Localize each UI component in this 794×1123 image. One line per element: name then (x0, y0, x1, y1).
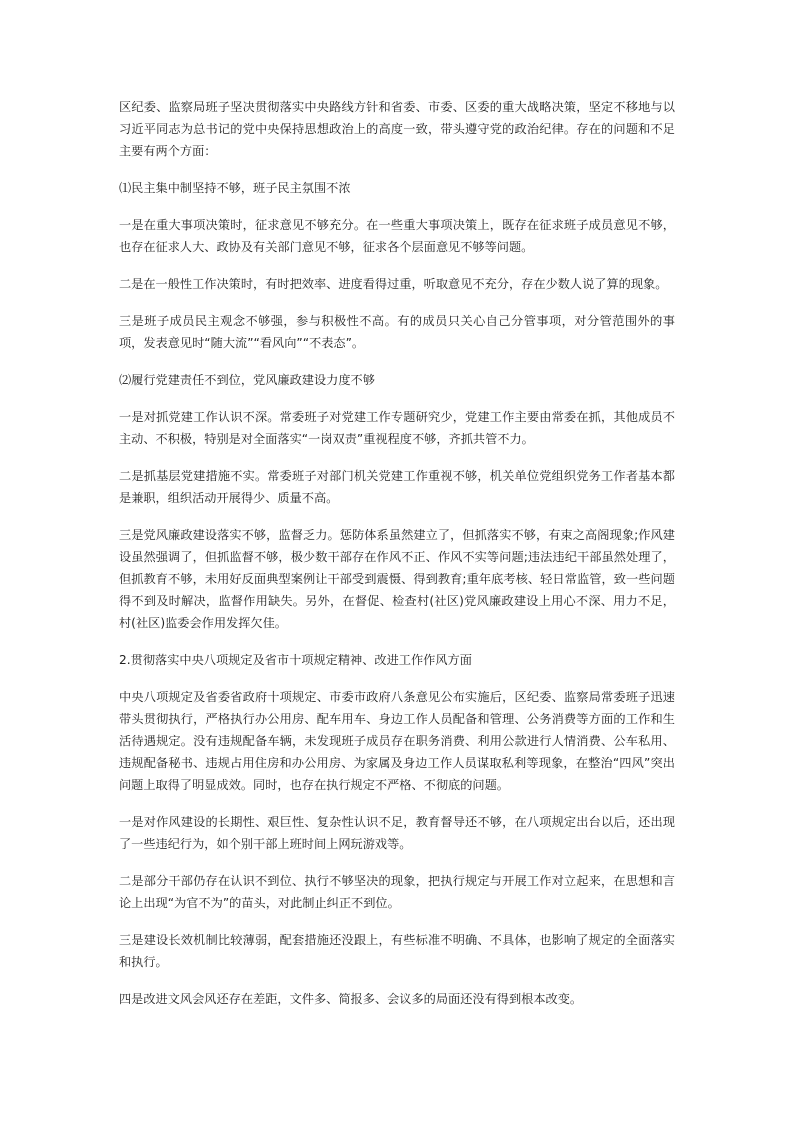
section-heading-party-building: ⑵履行党建责任不到位，党风廉政建设力度不够 (119, 373, 375, 387)
body-paragraph: 一是在重大事项决策时，征求意见不够充分。在一些重大事项决策上，既存在征求班子成员意见不够，也存在征求人大、政协及有关部门意见不够，征求各个层面意见不够等问题。 (119, 218, 675, 254)
section-heading-democratic-centralism: ⑴民主集中制坚持不够，班子民主氛围不浓 (119, 181, 351, 195)
body-paragraph: 二是部分干部仍存在认识不到位、执行不够坚决的现象，把执行规定与开展工作对立起来，在思想和言论上出现“为官不为”的苗头，对此制止纠正不到位。 (119, 874, 675, 910)
body-paragraph: 四是改进文风会风还存在差距，文件多、简报多、会议多的局面还没有得到根本改变。 (119, 992, 583, 1006)
body-paragraph: 一是对抓党建工作认识不深。常委班子对党建工作专题研究少，党建工作主要由常委在抓，其他成员不主动、不积极，特别是对全面落实“一岗双责”重视程度不够，齐抓共管不力。 (119, 410, 675, 446)
body-paragraph: 三是建设长效机制比较薄弱，配套措施还没跟上，有些标准不明确、不具体，也影响了规定的全面落实和执行。 (119, 933, 675, 969)
body-paragraph: 二是在一般性工作决策时，有时把效率、进度看得过重，听取意见不充分，存在少数人说了算的现象。 (119, 277, 668, 291)
document-page (119, 96, 675, 1025)
body-paragraph: 一是对作风建设的长期性、艰巨性、复杂性认识不足，教育督导还不够，在八项规定出台以后，还出现了一些违纪行为，如个别干部上班时间上网玩游戏等。 (119, 815, 675, 851)
body-paragraph: 中央八项规定及省委省政府十项规定、市委市政府八条意见公布实施后，区纪委、监察局常委班子迅速带头贯彻执行，严格执行办公用房、配车用车、身边工作人员配备和管理、公务消费等方面的工作和生活待遇规定。没有违规配备车辆，未发现班子成员存在职务消费、利用公款进行人情消费、公车私用、违规配备秘书、违规占用住房和办公用房、为家属及身边工作人员谋取私利等现象，在整治“四风”突出问题上取得了明显成效。同时，也存在执行规定不严格、不彻底的问题。 (119, 690, 675, 792)
body-paragraph: 二是抓基层党建措施不实。常委班子对部门机关党建工作重视不够，机关单位党组织党务工作者基本都是兼职，组织活动开展得少、质量不高。 (119, 469, 675, 505)
intro-paragraph: 区纪委、监察局班子坚决贯彻落实中央路线方针和省委、市委、区委的重大战略决策，坚定不移地与以习近平同志为总书记的党中央保持思想政治上的高度一致，带头遵守党的政治纪律。存在的问题和不足主要有两个方面： (119, 100, 675, 158)
body-paragraph: 三是党风廉政建设落实不够，监督乏力。惩防体系虽然建立了，但抓落实不够，有束之高阁现象;作风建设虽然强调了，但抓监督不够，极少数干部存在作风不正、作风不实等问题;违法违纪干部虽然处理了，但抓教育不够，未用好反面典型案例让干部受到震慑、得到教育;重年底考核、轻日常监管，致一些问题得不到及时解决，监督作用缺失。另外，在督促、检查村(社区)党风廉政建设上用心不深、用力不足，村(社区)监委会作用发挥欠佳。 (119, 528, 675, 630)
section-heading-eight-regulations: 2.贯彻落实中央八项规定及省市十项规定精神、改进工作作风方面 (119, 653, 472, 667)
body-paragraph: 三是班子成员民主观念不够强，参与积极性不高。有的成员只关心自己分管事项，对分管范围外的事项，发表意见时“随大流”“看风向”“不表态”。 (119, 314, 675, 350)
